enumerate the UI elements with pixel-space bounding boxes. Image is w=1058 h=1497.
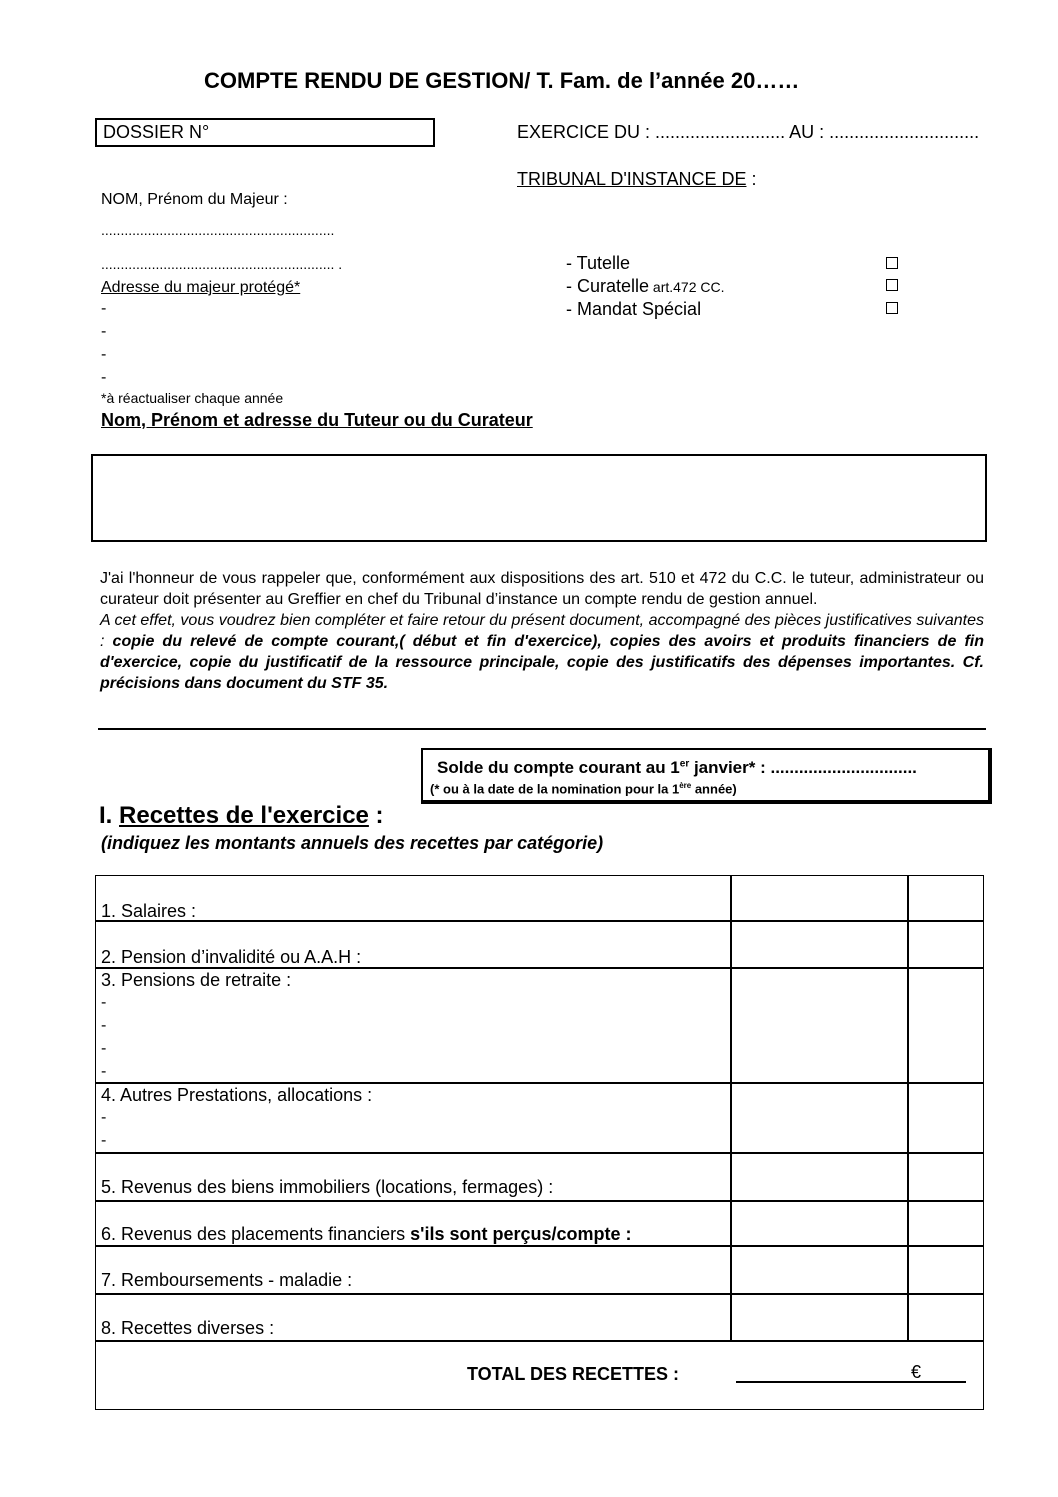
amount-cell-salaires[interactable] <box>732 877 906 919</box>
retraite-line-4[interactable]: - <box>101 1063 107 1080</box>
retraite-line-2[interactable]: - <box>101 1017 107 1034</box>
option-mandat-special: - Mandat Spécial <box>566 299 702 319</box>
option-curatelle: - Curatelle art.472 CC. <box>566 276 725 296</box>
solde-note: (* ou à la date de la nomination pour la 1ère année) <box>430 781 737 797</box>
row-remboursements-maladie: 7. Remboursements - maladie : <box>101 1270 353 1290</box>
row-revenus-immobiliers: 5. Revenus des biens immobiliers (locations, fermages) : <box>101 1177 554 1197</box>
adresse-label: Adresse du majeur protégé* <box>101 279 301 296</box>
row-placements-financiers: 6. Revenus des placements financiers s'ils sont perçus/compte : <box>101 1224 632 1244</box>
dossier-label: DOSSIER N° <box>103 122 210 142</box>
amount-cell-autres-prestations[interactable] <box>732 1084 906 1151</box>
row-pensions-retraite: 3. Pensions de retraite : <box>101 970 292 990</box>
adresse-line-4[interactable]: - <box>101 369 107 386</box>
divider <box>98 728 986 730</box>
row-divider <box>95 1340 984 1342</box>
exercice-au-label: AU : <box>789 122 825 142</box>
adresse-line-2[interactable]: - <box>101 323 107 340</box>
exercice-line <box>517 122 979 143</box>
reactualiser-note: *à réactualiser chaque année <box>101 390 284 406</box>
amount-cell-placements[interactable] <box>732 1202 906 1244</box>
amount-cell-recettes-diverses[interactable] <box>732 1295 906 1339</box>
row-pension-invalidite: 2. Pension d’invalidité ou A.A.H : <box>101 947 362 967</box>
prestations-line-1[interactable]: - <box>101 1109 107 1126</box>
tuteur-label: Nom, Prénom et adresse du Tuteur ou du Curateur <box>101 410 533 430</box>
cents-column-divider <box>907 875 909 1340</box>
prestations-line-2[interactable]: - <box>101 1132 107 1149</box>
instructions-italic: A cet effet, vous voudrez bien compléter et faire retour du présent document, accompagné des pièces justificatives suivantes : <box>100 612 984 650</box>
instructions-required-docs: copie du relevé de compte courant,( début et fin d'exercice), copies des avoirs et produits financiers de fin d'exercice, copie du justificatif de la ressource principale, copie des justificatifs des dépenses importantes. Cf. précisions dans document du STF 35. <box>100 633 985 692</box>
section-subtitle: (indiquez les montants annuels des recettes par catégorie) <box>101 833 604 853</box>
instructions-paragraph <box>100 568 984 694</box>
amount-cell-pensions-retraite[interactable] <box>732 969 906 1081</box>
exercice-du-field[interactable]: .......................... <box>655 122 786 142</box>
row-autres-prestations: 4. Autres Prestations, allocations : <box>101 1085 373 1105</box>
adresse-line-3[interactable]: - <box>101 346 107 363</box>
instructions-text: J'ai l'honneur de vous rappeler que, conformément aux dispositions des art. 510 et 472 du C.C. le tuteur, administrateur ou curateur doit présenter au Greffier en chef du Tribunal d’instance un compte rendu de gestion annuel. <box>100 570 984 608</box>
total-amount-field[interactable] <box>736 1360 966 1382</box>
amount-cell-pension-invalidite[interactable] <box>732 922 906 966</box>
amount-cell-remboursements[interactable] <box>732 1247 906 1292</box>
exercice-du-label: EXERCICE DU : <box>517 122 651 142</box>
euro-symbol: € <box>911 1362 922 1382</box>
solde-box[interactable] <box>421 748 992 804</box>
exercice-au-field[interactable]: .............................. <box>829 122 980 142</box>
nom-majeur-field-1[interactable]: ............................................................ <box>101 222 335 238</box>
page-title: COMPTE RENDU DE GESTION/ T. Fam. de l’année 20…… <box>204 68 800 93</box>
option-tutelle: - Tutelle <box>566 253 631 273</box>
nom-majeur-label: NOM, Prénom du Majeur : <box>101 191 288 208</box>
mandat-special-checkbox[interactable] <box>886 302 898 314</box>
row-salaires: 1. Salaires : <box>101 901 197 921</box>
tribunal-colon: : <box>746 169 757 189</box>
tribunal-line <box>517 169 756 190</box>
tuteur-field[interactable] <box>91 454 987 542</box>
retraite-line-3[interactable]: - <box>101 1040 107 1057</box>
total-label: TOTAL DES RECETTES : <box>467 1364 680 1384</box>
tribunal-label: TRIBUNAL D'INSTANCE DE <box>517 169 747 189</box>
retraite-line-1[interactable]: - <box>101 994 107 1011</box>
curatelle-checkbox[interactable] <box>886 279 898 291</box>
tutelle-checkbox[interactable] <box>886 257 898 269</box>
row-recettes-diverses: 8. Recettes diverses : <box>101 1318 275 1338</box>
nom-majeur-field-2[interactable]: ............................................................ . <box>101 256 343 272</box>
adresse-line-1[interactable]: - <box>101 300 107 317</box>
amount-cell-revenus-immobiliers[interactable] <box>732 1154 906 1199</box>
section-title: I. Recettes de l'exercice : <box>99 802 384 829</box>
dossier-field[interactable] <box>95 118 435 147</box>
solde-label: Solde du compte courant au 1er janvier* : ............................... <box>437 758 917 777</box>
